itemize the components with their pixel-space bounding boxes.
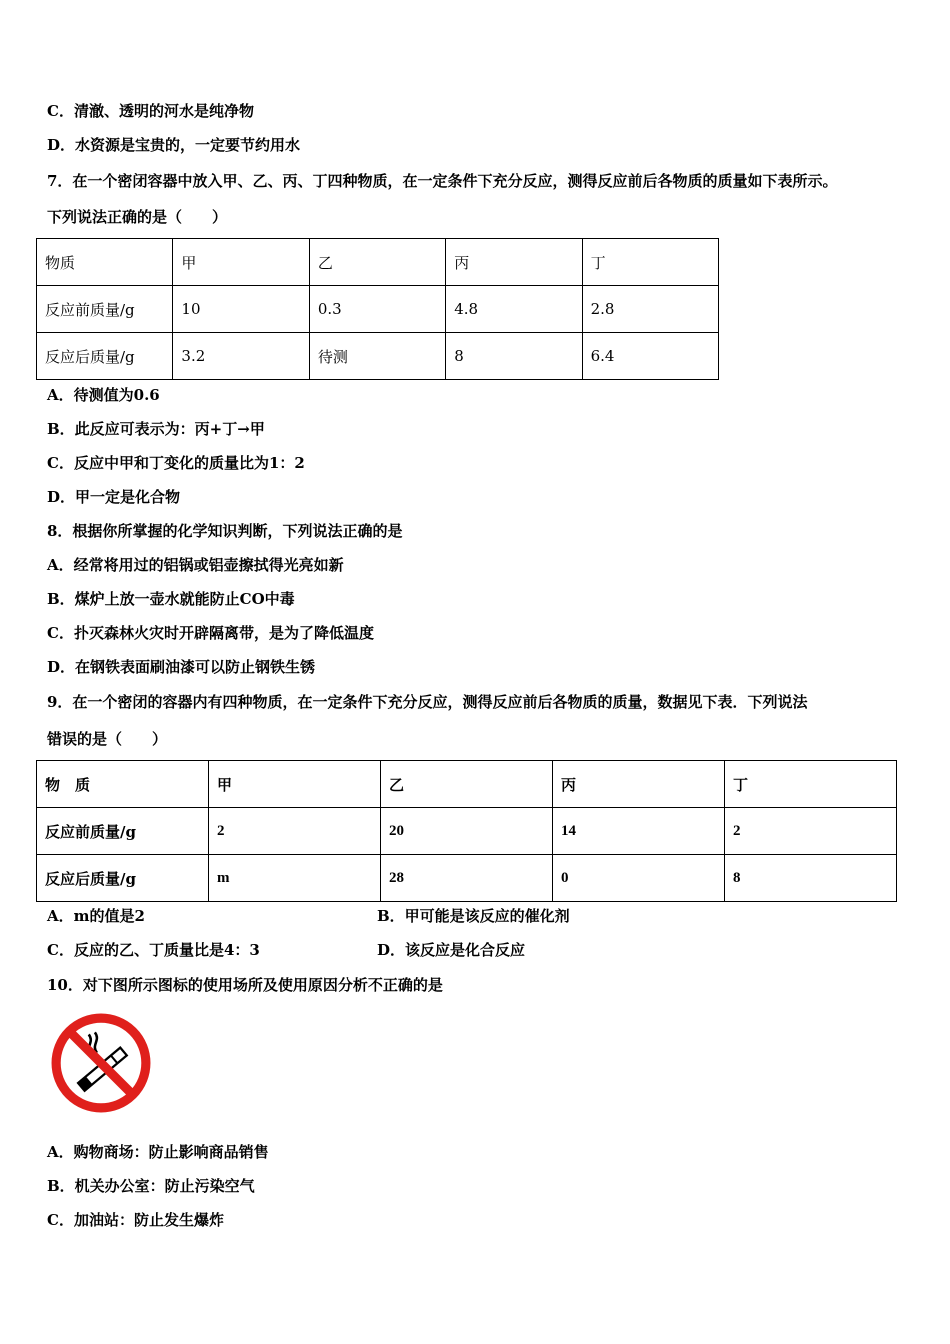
table-cell: 28 — [381, 855, 553, 902]
table-cell: m — [209, 855, 381, 902]
q9-option-b: B．甲可能是该反应的催化剂 — [377, 907, 570, 925]
q9-option-c: C．反应的乙、丁质量比是4：3 — [47, 941, 260, 959]
table-cell: 甲 — [209, 761, 381, 808]
q9-stem-line2: 错误的是（ ） — [47, 730, 168, 748]
q7-table — [36, 238, 719, 380]
table-cell: 6.4 — [582, 333, 718, 380]
table-cell: 甲 — [173, 239, 309, 286]
table-row — [37, 239, 719, 286]
q10-option-b: B．机关办公室：防止污染空气 — [47, 1177, 255, 1195]
no-smoking-icon — [50, 1012, 152, 1114]
q10-option-c: C．加油站：防止发生爆炸 — [47, 1211, 224, 1229]
table-cell: 反应后质量/g — [37, 333, 173, 380]
q8-option-d: D．在钢铁表面刷油漆可以防止钢铁生锈 — [47, 658, 316, 676]
table-cell: 8 — [446, 333, 582, 380]
table-cell: 3.2 — [173, 333, 309, 380]
table-cell: 反应前质量/g — [37, 808, 209, 855]
q10-option-a: A．购物商场：防止影响商品销售 — [47, 1143, 269, 1161]
q7-option-a: A．待测值为0.6 — [47, 386, 160, 404]
q6-option-c: C．清澈、透明的河水是纯净物 — [47, 102, 254, 120]
q8-option-a: A．经常将用过的铝锅或铝壶擦拭得光亮如新 — [47, 556, 344, 574]
table-cell: 反应前质量/g — [37, 286, 173, 333]
q9-option-d: D．该反应是化合反应 — [377, 941, 526, 959]
table-cell: 4.8 — [446, 286, 582, 333]
table-cell: 乙 — [381, 761, 553, 808]
table-cell: 20 — [381, 808, 553, 855]
q6-option-d: D．水资源是宝贵的，一定要节约用水 — [47, 136, 301, 154]
table-cell: 14 — [553, 808, 725, 855]
table-cell: 待测 — [309, 333, 445, 380]
table-row — [37, 855, 897, 902]
q8-stem: 8．根据你所掌握的化学知识判断，下列说法正确的是 — [47, 522, 403, 540]
q9-stem-line1: 9．在一个密闭的容器内有四种物质，在一定条件下充分反应，测得反应前后各物质的质量，数据见下表．下列说法 — [47, 693, 808, 711]
table-row — [37, 333, 719, 380]
table-cell: 乙 — [309, 239, 445, 286]
q7-option-c: C．反应中甲和丁变化的质量比为1：2 — [47, 454, 305, 472]
q7-option-b: B．此反应可表示为：丙+丁→甲 — [47, 420, 265, 438]
q9-option-a: A．m的值是2 — [47, 907, 145, 925]
table-row — [37, 808, 897, 855]
table-cell: 丙 — [553, 761, 725, 808]
table-row — [37, 761, 897, 808]
q7-option-d: D．甲一定是化合物 — [47, 488, 181, 506]
table-cell: 2.8 — [582, 286, 718, 333]
table-cell: 2 — [209, 808, 381, 855]
table-cell: 10 — [173, 286, 309, 333]
table-row — [37, 286, 719, 333]
q7-stem-line2: 下列说法正确的是（ ） — [47, 208, 228, 226]
table-cell: 物质 — [37, 239, 173, 286]
q8-option-b: B．煤炉上放一壶水就能防止CO中毒 — [47, 590, 295, 608]
q7-stem-line1: 7．在一个密闭容器中放入甲、乙、丙、丁四种物质，在一定条件下充分反应，测得反应前后各物质的质量如下表所示。 — [47, 172, 838, 190]
table-cell: 0.3 — [309, 286, 445, 333]
table-cell: 丁 — [725, 761, 897, 808]
table-cell: 8 — [725, 855, 897, 902]
table-cell: 丙 — [446, 239, 582, 286]
q10-stem: 10．对下图所示图标的使用场所及使用原因分析不正确的是 — [47, 976, 443, 994]
q8-option-c: C．扑灭森林火灾时开辟隔离带，是为了降低温度 — [47, 624, 374, 642]
q9-table — [36, 760, 897, 902]
table-cell: 0 — [553, 855, 725, 902]
table-cell: 物 质 — [37, 761, 209, 808]
table-cell: 2 — [725, 808, 897, 855]
table-cell: 反应后质量/g — [37, 855, 209, 902]
table-cell: 丁 — [582, 239, 718, 286]
